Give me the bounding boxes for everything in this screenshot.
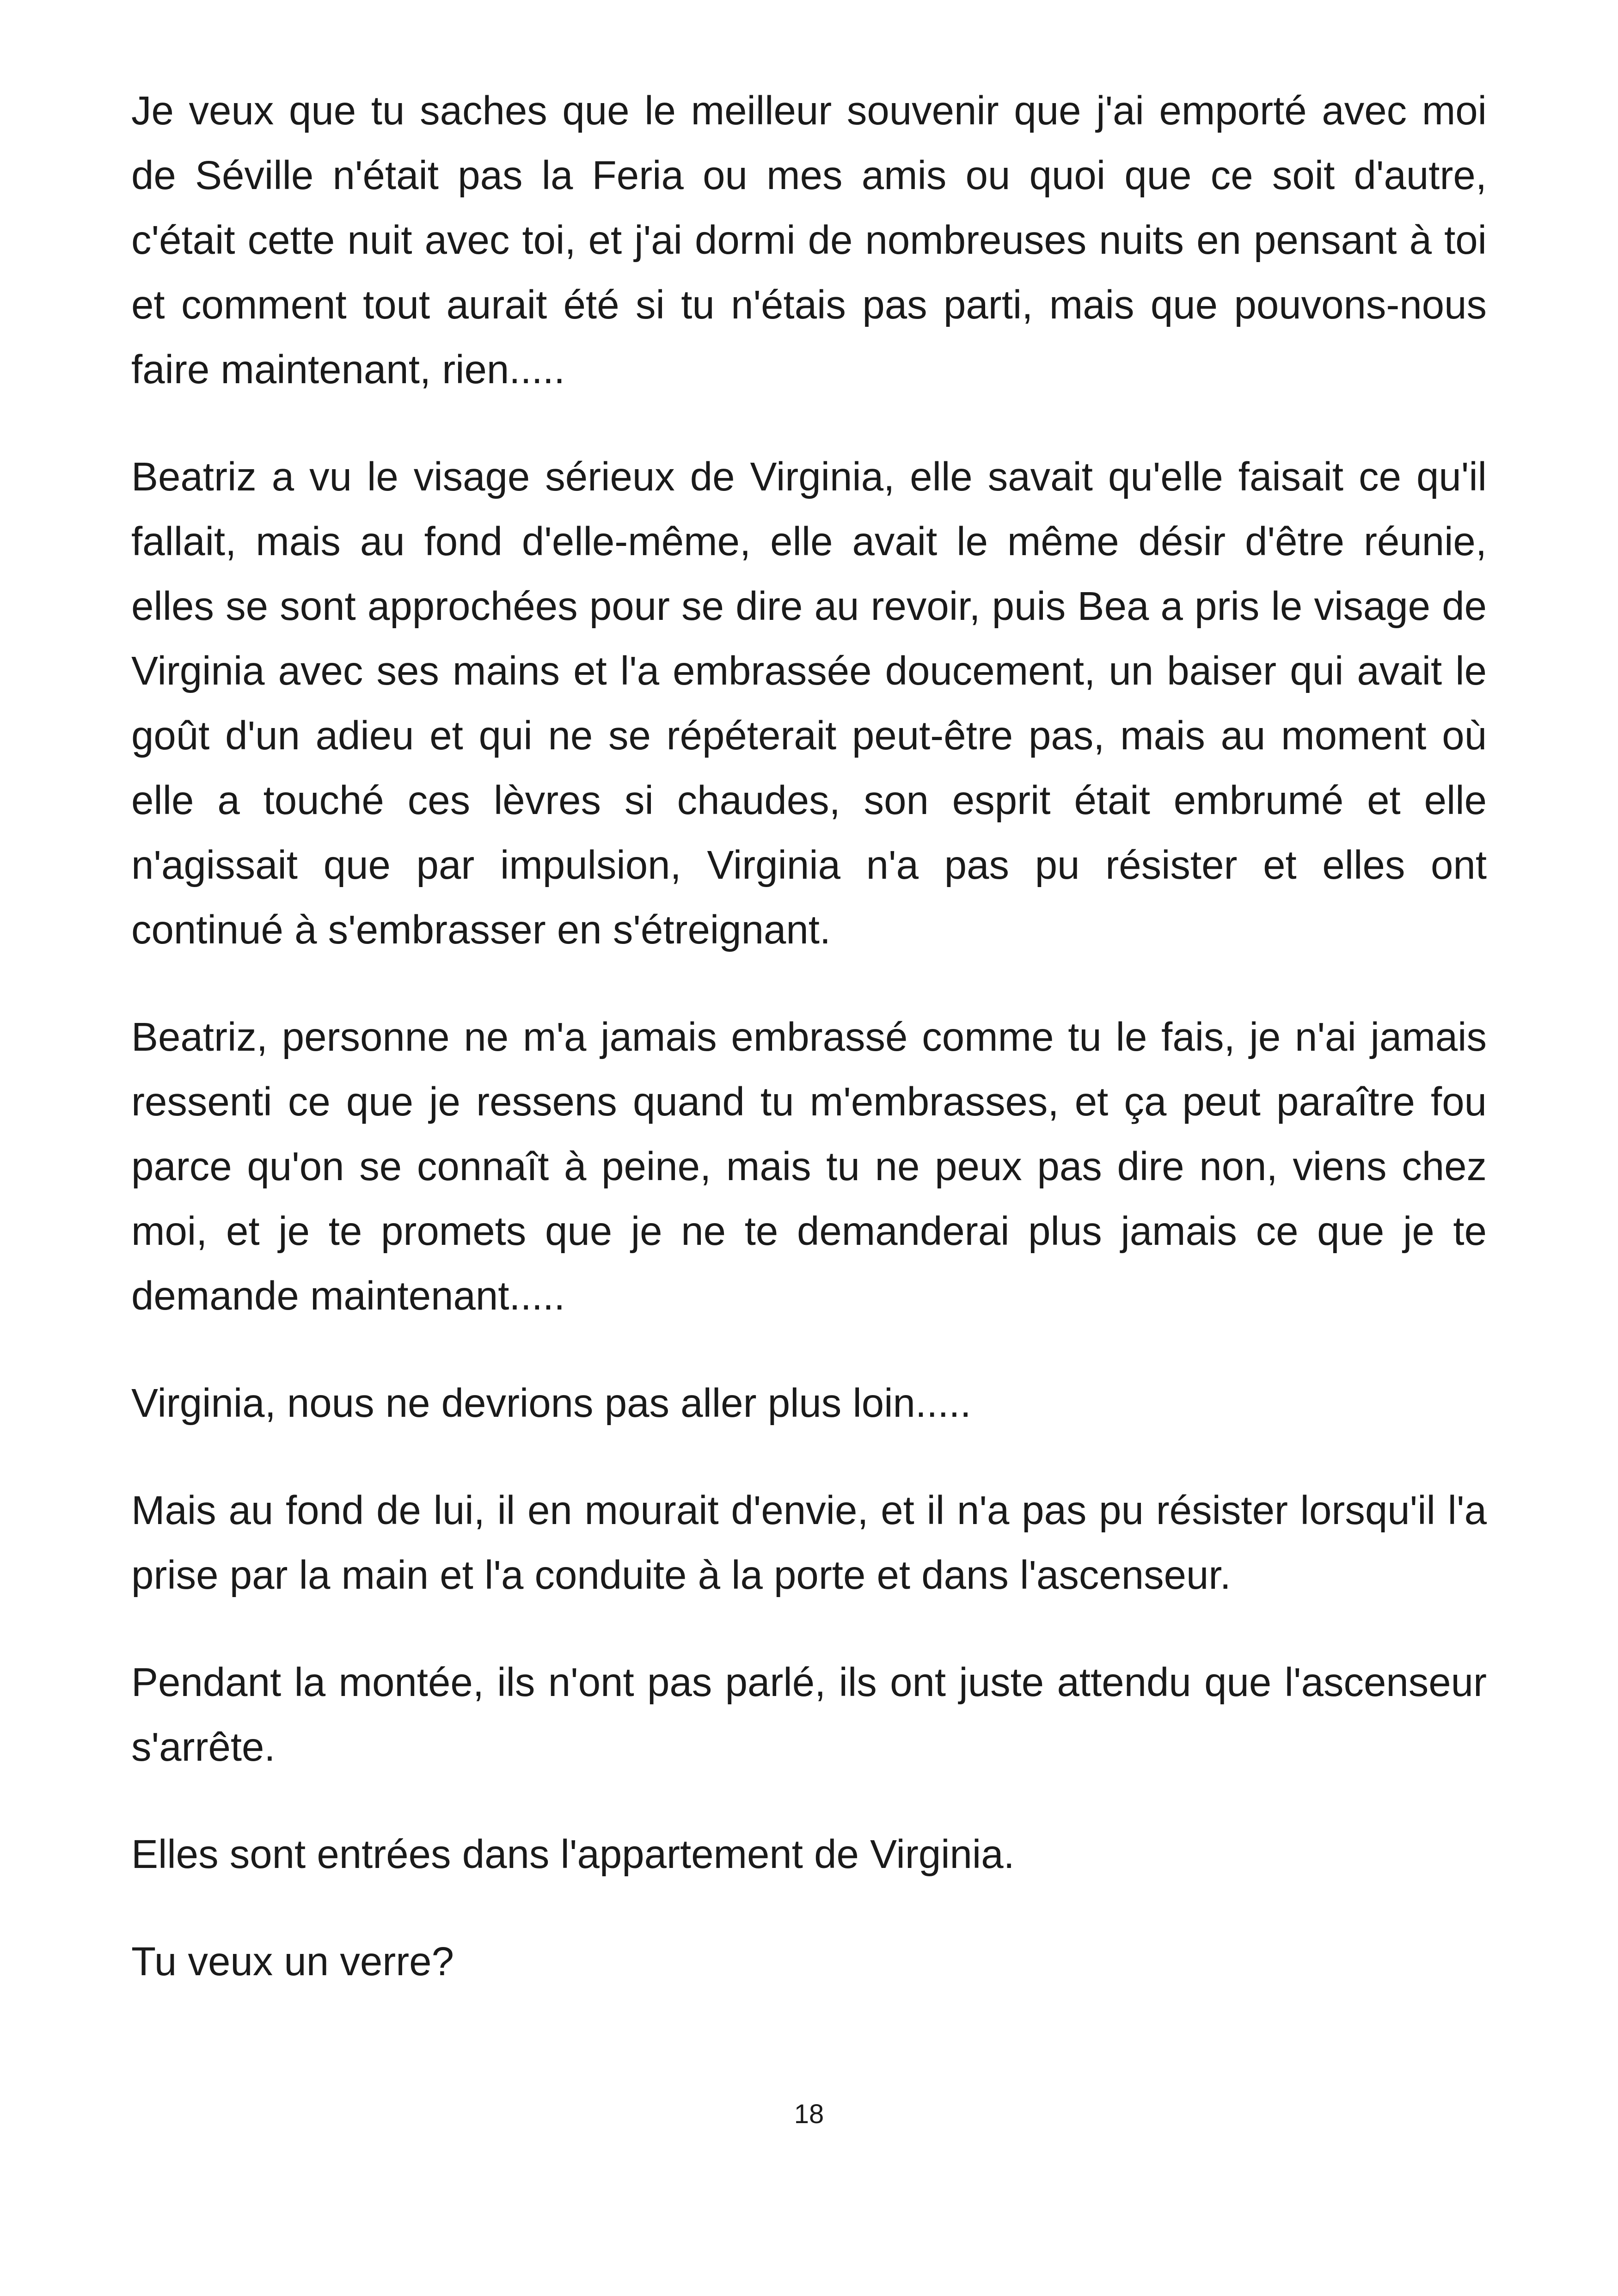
paragraph-6: Pendant la montée, ils n'ont pas parlé, ils ont juste attendu que l'ascenseur s'arrête.: [131, 1660, 1487, 1769]
paragraph-5: Mais au fond de lui, il en mourait d'envie, et il n'a pas pu résister lorsqu'il l'a prise par la main et l'a conduite à la porte et dans l'ascenseur.: [131, 1488, 1487, 1598]
paragraph-4: Virginia, nous ne devrions pas aller plus loin.....: [131, 1381, 971, 1426]
paragraph-2: Beatriz a vu le visage sérieux de Virginia, elle savait qu'elle faisait ce qu'il fallait, mais au fond d'elle-même, elle avait le même désir d'être réunie, elles se sont approchées pour se dire au revoir, puis Bea a pris le visage de Virginia avec ses mains et l'a embrassée doucement, un baiser qui avait le goût d'un adieu et qui ne se répéterait peut-être pas, mais au moment où elle a touché ces lèvres si chaudes, son esprit était embrumé et elle n'agissait que par impulsion, Virginia n'a pas pu résister et elles ont continué à s'embrasser en s'étreignant.: [131, 454, 1487, 952]
paragraph-1: Je veux que tu saches que le meilleur souvenir que j'ai emporté avec moi de Séville n'était pas la Feria ou mes amis ou quoi que ce soit d'autre, c'était cette nuit avec toi, et j'ai dormi de nombreuses nuits en pensant à toi et comment tout aurait été si tu n'étais pas parti, mais que pouvons-nous faire maintenant, rien.....: [131, 88, 1487, 392]
page-number: 18: [794, 2099, 824, 2129]
paragraph-7: Elles sont entrées dans l'appartement de Virginia.: [131, 1832, 1015, 1877]
paragraph-3: Beatriz, personne ne m'a jamais embrassé comme tu le fais, je n'ai jamais ressenti ce que je ressens quand tu m'embrasses, et ça peut paraître fou parce qu'on se connaît à peine, mais tu ne peux pas dire non, viens chez moi, et je te promets que je ne te demanderai plus jamais ce que je te demande maintenant.....: [131, 1015, 1487, 1318]
body-text: [131, 79, 1487, 2037]
paragraph-8: Tu veux un verre?: [131, 1939, 454, 1984]
